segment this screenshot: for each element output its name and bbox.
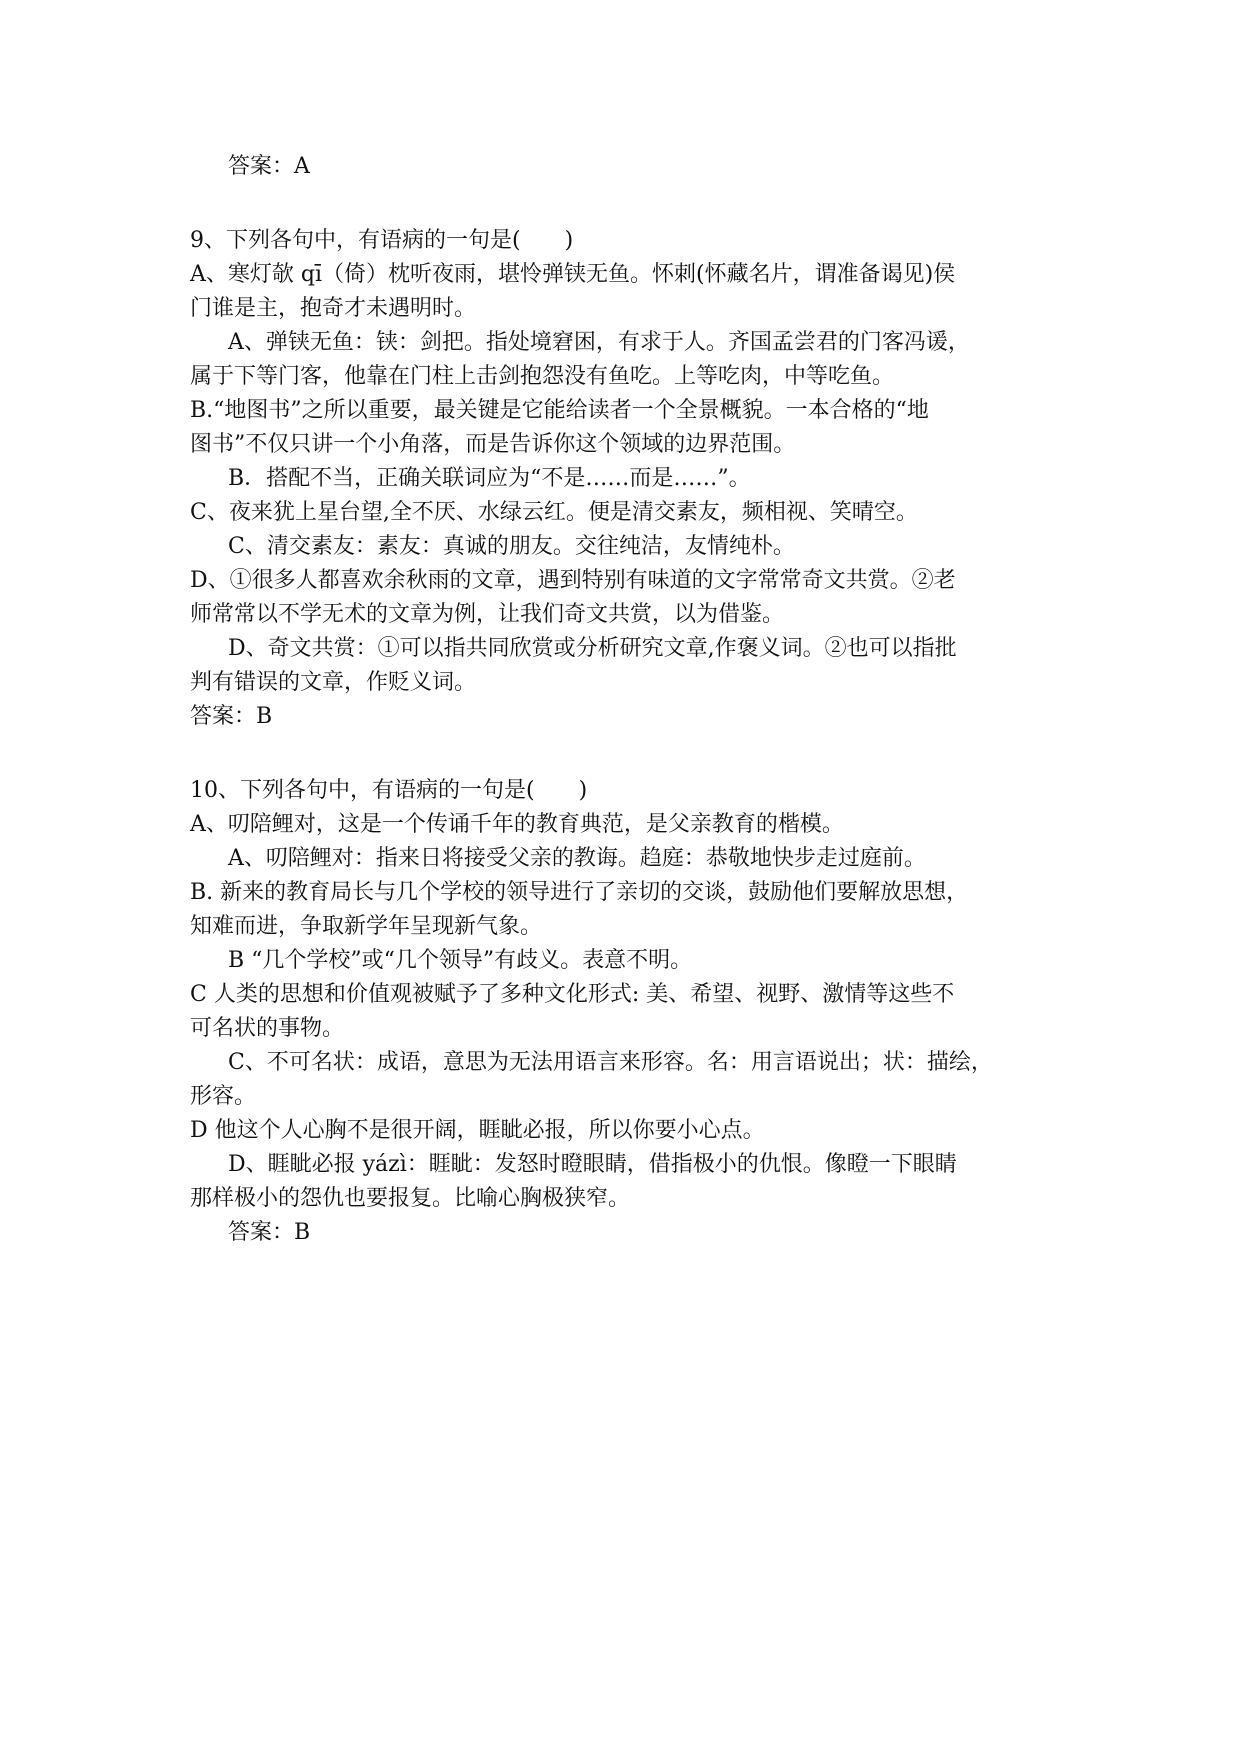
question-10 — [190, 774, 1070, 1250]
q10-option-c-line-1: C 人类的思想和价值观被赋予了多种文化形式: 美、希望、视野、激情等这些不 — [190, 982, 955, 1007]
q10-explanation-b: B “几个学校”或“几个领导”有歧义。表意不明。 — [228, 948, 693, 973]
previous-answer: 答案：A — [228, 154, 310, 179]
q9-answer: 答案：B — [190, 704, 273, 729]
document-content — [190, 150, 1070, 1250]
q10-explanation-a: A、叨陪鲤对：指来日将接受父亲的教诲。趋庭：恭敬地快步走过庭前。 — [228, 846, 926, 871]
q9-option-a-line-1: A、寒灯欹 qī（倚）枕听夜雨，堪怜弹铗无鱼。怀刺(怀藏名片，谓准备谒见)侯 — [190, 262, 956, 287]
q10-answer: 答案：B — [228, 1220, 311, 1245]
q10-option-b-line-1: B. 新来的教育局长与几个学校的领导进行了亲切的交谈，鼓励他们要解放思想， — [190, 880, 969, 905]
q10-explanation-c-line-2: 形容。 — [190, 1084, 257, 1109]
q10-explanation-d-line-1: D、睚眦必报 yázì：睚眦：发怒时瞪眼睛，借指极小的仇恨。像瞪一下眼睛 — [228, 1152, 957, 1177]
q10-option-b-line-2: 知难而进，争取新学年呈现新气象。 — [190, 914, 543, 939]
q9-explanation-c: C、清交素友：素友：真诚的朋友。交往纯洁，友情纯朴。 — [228, 534, 795, 559]
q9-option-c: C、夜来犹上星台望,全不厌、水绿云红。便是清交素友，频相视、笑晴空。 — [190, 500, 918, 525]
q9-option-b-line-2: 图书”不仅只讲一个小角落，而是告诉你这个领域的边界范围。 — [190, 432, 796, 457]
q9-explanation-a-line-2: 属于下等门客，他靠在门柱上击剑抱怨没有鱼吃。上等吃肉，中等吃鱼。 — [190, 364, 895, 389]
q10-option-d: D 他这个人心胸不是很开阔，睚眦必报，所以你要小心点。 — [190, 1118, 765, 1143]
q9-option-d-line-1: D、①很多人都喜欢余秋雨的文章，遇到特别有味道的文字常常奇文共赏。②老 — [190, 568, 956, 593]
question-9 — [190, 224, 1070, 734]
q10-option-a: A、叨陪鲤对，这是一个传诵千年的教育典范，是父亲教育的楷模。 — [190, 812, 844, 837]
q9-explanation-d-line-2: 判有错误的文章，作贬义词。 — [190, 670, 477, 695]
q9-option-b-line-1: B.“地图书”之所以重要，最关键是它能给读者一个全景概貌。一本合格的“地 — [190, 398, 929, 423]
q9-explanation-a-line-1: A、弹铗无鱼：铗：剑把。指处境窘困，有求于人。齐国孟尝君的门客冯谖， — [228, 330, 970, 355]
q9-option-d-line-2: 师常常以不学无术的文章为例，让我们奇文共赏，以为借鉴。 — [190, 602, 785, 627]
q9-explanation-d-line-1: D、奇文共赏：①可以指共同欣赏或分析研究文章,作褒义词。②也可以指批 — [228, 636, 957, 661]
question-9-stem: 9、下列各句中，有语病的一句是( ) — [190, 228, 574, 253]
q10-explanation-c-line-1: C、不可名状：成语，意思为无法用语言来形容。名：用言语说出；状：描绘， — [228, 1050, 993, 1075]
q9-explanation-b: B．搭配不当，正确关联词应为“不是……而是……”。 — [228, 466, 751, 491]
question-10-stem: 10、下列各句中，有语病的一句是( ) — [190, 778, 588, 803]
q10-option-c-line-2: 可名状的事物。 — [190, 1016, 345, 1041]
q9-option-a-line-2: 门谁是主，抱奇才未遇明时。 — [190, 296, 477, 321]
q10-explanation-d-line-2: 那样极小的怨仇也要报复。比喻心胸极狭窄。 — [190, 1186, 631, 1211]
